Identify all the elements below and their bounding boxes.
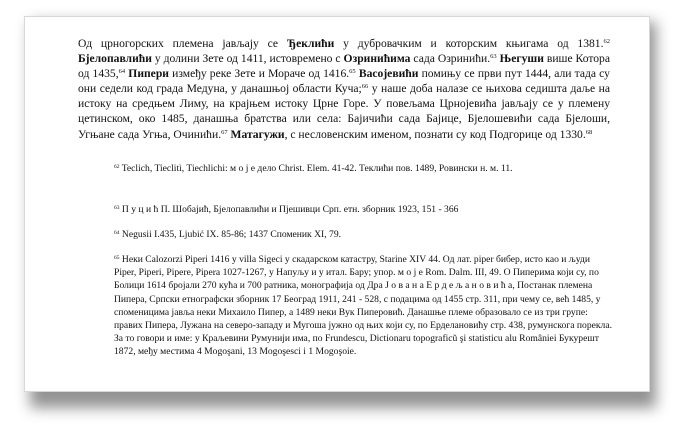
text-run: у долини Зете од 1411, истовремено с <box>151 52 344 66</box>
tribe-name: Пипери <box>128 67 169 81</box>
footnote-text: Negusii I.435, Ljubić IX. 85-86; 1437 Споменик XI, 79. <box>119 229 342 240</box>
text-run: , с несловенским именом, познати су код Подгорице од 1330. <box>284 127 586 141</box>
main-paragraph <box>78 36 610 142</box>
tribe-name: Ђеклићи <box>286 37 335 50</box>
footnote-text: П. Шобајић, Бјелопавлићи и Пјешивци Срп. етн. зборник 1923, 151 - 366 <box>158 204 459 215</box>
footnote-author: Ј о в а н а Е р д е љ а н о в и ћ а <box>385 280 513 292</box>
footnote-text: , Постанак племена Пипера, Српски етнографски зборник 17 Београд 1911, 241 - 528, с подацима од 1455 стр. 311, при чему се, већ 1485, у споменицима јавља неки Михаило Пипер, а 1489 неки Вук Пиперовић. Данашње племе образовало се из три групе: правих Пипера, Лужана на северо-западу и Мугоша јужно од њих који су, по Ерделановићу стр. 438, румунскога порекла. За то говори и име: у Краљевини Румунији има, по Frundescu, Dictionaru topograficŭ şi statisticu alu României Букурешт 1872, међу местима 4 Mogoşani, 13 Mogoşesci i 1 Mogoşoie. <box>114 280 612 358</box>
footnote-text: Teclich, Tieclitì, Tiechlichi: м о ј е дело Christ. Elem. 41-42. Теклићи пов. 1489, Ровински н. м. 11. <box>119 163 513 174</box>
tribe-name: Бјелопавлићи <box>78 52 152 66</box>
tribe-name: Матагужи <box>230 127 285 141</box>
footnote-ref: 63 <box>490 53 497 61</box>
text-run: између реке Зете и Мораче од 1416. <box>168 67 350 81</box>
footnote-ref: 68 <box>585 128 593 136</box>
text-run: помињу се први пут 1444, али тада су они седели код града Медуна, у данашњој области Куча; <box>78 67 610 96</box>
footnote-author: П у ц и ћ <box>119 204 159 215</box>
footnote-63 <box>114 203 614 216</box>
footnote-text: Неки Calozorzi Piperi 1416 у villa Sigeci у скадарском катастру, Starine XIV 44. Од лат. piper бибер, исто као и људи Piper, Piperi, Pipere, Pipera 1027-1267, у Напуљу и у итал. Бару; упор. м о ј е Rom. Dalm. III, 49. О Пиперима који су, по Болици 1614 бројали 270 кућа и 700 ратника, монографија од Дра <box>114 254 599 292</box>
footnote-ref: 65 <box>349 68 356 76</box>
footnote-number: 62 <box>114 164 120 170</box>
footnote-ref: 67 <box>221 128 228 136</box>
footnote-ref: 64 <box>118 68 126 76</box>
tribe-name: Његуши <box>499 52 544 66</box>
footnote-number: 64 <box>114 230 120 236</box>
footnote-number: 65 <box>114 255 120 261</box>
footnote-62 <box>114 162 614 175</box>
text-run: у дубровачким и которским књигама од 1381. <box>334 37 604 50</box>
footnote-65 <box>114 253 614 359</box>
text-run: сада Озринићи. <box>410 52 491 66</box>
footnote-number: 63 <box>114 205 120 211</box>
footnote-ref: 62 <box>603 38 610 45</box>
tribe-name: Васојевићи <box>358 67 419 81</box>
footnote-ref: 66 <box>361 83 369 91</box>
footnote-64 <box>114 228 614 241</box>
text-run: Од црногорских племена јављају се <box>78 37 287 50</box>
text-run: више Котора од 1435, <box>78 52 611 81</box>
text-run: у наше доба налазе се њихова седишта даље на истоку на средњем Лиму, на крајњем истоку Црне Горе. У повељама Црнојевића јављају се у племену цетинском, око 1485, данашња братства или села: Бајичићи сада Бајице, Бјелошевићи сада Бјелоши, Угњане сада Угња, Очинићи. <box>78 82 610 141</box>
tribe-name: Озринићима <box>343 52 411 66</box>
document-page <box>24 16 650 392</box>
